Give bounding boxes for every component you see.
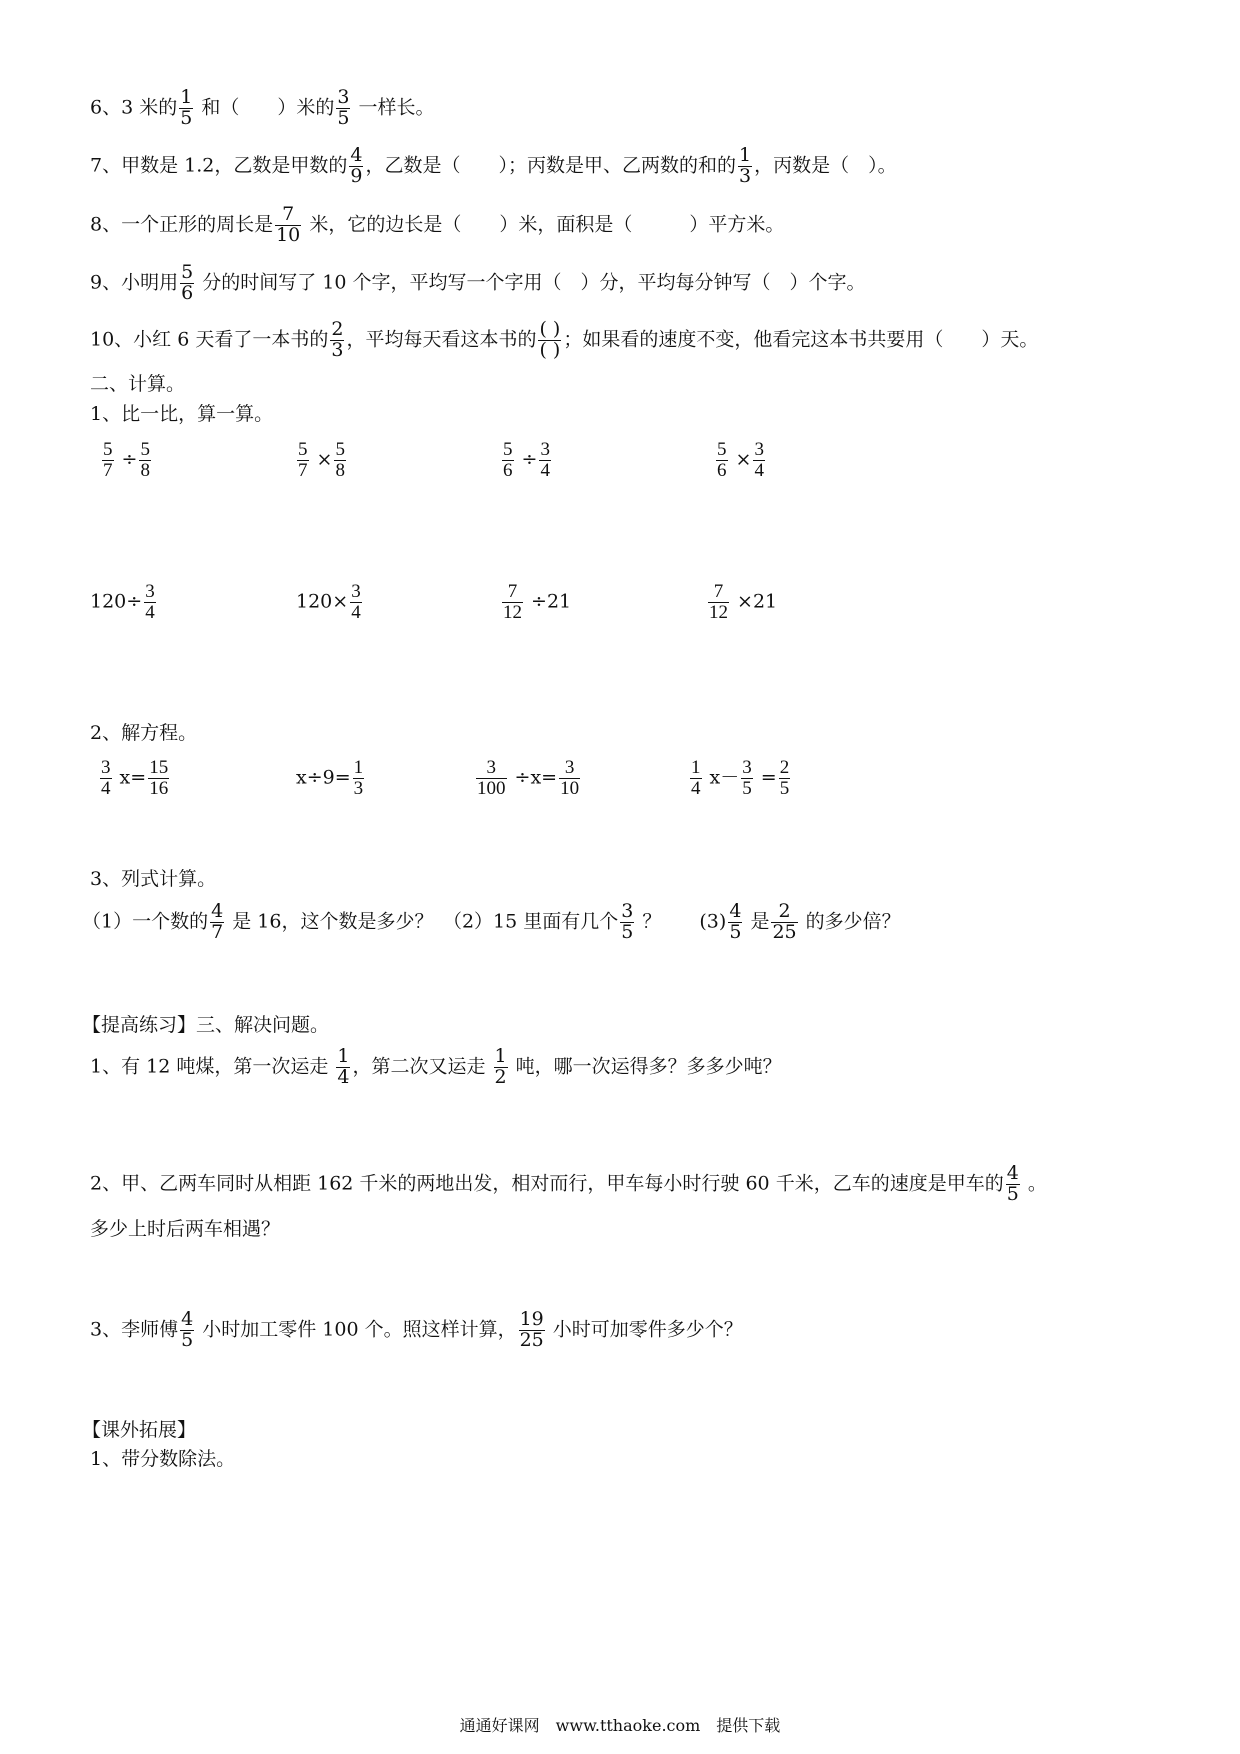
- fraction: [349, 146, 363, 187]
- calc-item: [295, 440, 348, 481]
- numerator: 7: [507, 581, 518, 602]
- numerator: 4: [729, 900, 742, 922]
- numerator: 3: [540, 439, 550, 460]
- numerator: 3: [564, 757, 575, 778]
- denominator: 10: [560, 777, 580, 799]
- denominator: 5: [621, 920, 634, 943]
- text-segment: 10、小红 6 天看了一本书的: [90, 328, 329, 351]
- fraction: [502, 440, 514, 481]
- denominator: 4: [351, 601, 361, 623]
- text-segment: 120×: [296, 590, 349, 613]
- numerator: 5: [103, 439, 113, 460]
- problem-3: [90, 1310, 743, 1351]
- text-segment: 小时可加零件多少个？: [546, 1318, 743, 1341]
- fraction: [753, 440, 765, 481]
- text-segment: 小时加工零件 100 个。照这样计算，: [196, 1318, 517, 1341]
- fraction: [180, 263, 194, 304]
- section-heading-extension: 【课外拓展】: [82, 1419, 197, 1441]
- fraction: [494, 1047, 508, 1088]
- numerator: 1: [691, 757, 701, 778]
- fraction: [139, 440, 151, 481]
- denominator: 8: [140, 459, 150, 481]
- denominator: 5: [180, 106, 193, 129]
- numerator: 5: [717, 439, 727, 460]
- fraction: [180, 1310, 194, 1351]
- fraction: [476, 758, 507, 799]
- section-heading-problems: 【提高练习】三、解决问题。: [82, 1014, 330, 1036]
- text-segment: 7、甲数是 1.2，乙数是甲数的: [90, 154, 348, 177]
- text-segment: 是: [744, 910, 770, 933]
- problem-1: [90, 1047, 782, 1088]
- section-heading-calculation: 二、计算。: [90, 373, 186, 395]
- text-segment: 120÷: [90, 590, 143, 613]
- text-segment: ，第二次又运走: [352, 1055, 492, 1078]
- denominator: 10: [276, 223, 301, 246]
- text-segment: 3、李师傅: [90, 1318, 179, 1341]
- denominator: 3: [331, 338, 344, 361]
- text-segment: 和（ ）米的: [195, 96, 335, 119]
- denominator: 6: [181, 281, 194, 304]
- denominator: 3: [353, 777, 364, 799]
- numerator: 1: [738, 144, 752, 166]
- denominator: 5: [1006, 1182, 1019, 1205]
- text-segment: ÷x=: [508, 766, 558, 789]
- question-7: [90, 146, 897, 187]
- denominator: 5: [742, 777, 752, 799]
- numerator: 2: [778, 900, 791, 922]
- subheading-compare: 1、比一比，算一算。: [90, 403, 274, 425]
- fraction-blank: [538, 320, 561, 361]
- fraction: [210, 902, 224, 943]
- numerator: 5: [140, 439, 150, 460]
- denominator: 2: [494, 1065, 507, 1088]
- numerator: 19: [519, 1308, 544, 1330]
- fraction: [741, 758, 753, 799]
- page-footer: 通通好课网 www.tthaoke.com 提供下载: [459, 1716, 781, 1735]
- numerator: 3: [742, 757, 752, 778]
- denominator: 5: [181, 1328, 194, 1351]
- denominator: 3: [738, 164, 752, 187]
- numerator: 5: [181, 261, 194, 283]
- text-segment: 吨，哪一次运得多？多多少吨？: [509, 1055, 782, 1078]
- numerator: 4: [1006, 1162, 1019, 1184]
- fraction: [559, 758, 580, 799]
- text-segment: 8、一个正形的周长是: [90, 213, 274, 236]
- text-segment: 米，它的边长是（ ）米，面积是（ ）平方米。: [303, 213, 785, 236]
- text-segment: （1）一个数的: [82, 910, 209, 933]
- fraction: [336, 1047, 350, 1088]
- denominator: 5: [729, 920, 742, 943]
- question-6: [90, 88, 435, 129]
- denominator: ( ): [539, 338, 561, 361]
- denominator: 6: [717, 459, 727, 481]
- denominator: 4: [101, 777, 111, 799]
- equation: [296, 758, 366, 799]
- calc-item: [500, 440, 553, 481]
- text-segment: x÷9=: [296, 766, 351, 789]
- equation: [98, 758, 171, 799]
- denominator: 8: [335, 459, 345, 481]
- denominator: 12: [503, 601, 522, 623]
- numerator: 15: [149, 757, 169, 778]
- numerator: 4: [211, 900, 224, 922]
- text-segment: 9、小明用: [90, 271, 179, 294]
- fraction: [334, 440, 346, 481]
- text-segment: ×: [729, 448, 752, 471]
- numerator: ( ): [539, 318, 561, 340]
- fraction: [502, 582, 523, 623]
- denominator: 7: [211, 920, 224, 943]
- denominator: 4: [337, 1065, 350, 1088]
- text-segment: x－: [703, 766, 740, 789]
- numerator: 5: [335, 439, 345, 460]
- fraction: [350, 582, 362, 623]
- text-segment: ÷: [115, 448, 138, 471]
- calc-item: [296, 582, 364, 623]
- fraction: [330, 320, 344, 361]
- fraction: [708, 582, 729, 623]
- calc-item: [90, 582, 158, 623]
- text-segment: 分的时间写了 10 个字，平均写一个字用（ ）分，平均每分钟写（ ）个字。: [196, 271, 866, 294]
- numerator: 1: [353, 757, 364, 778]
- text-segment: ×21: [731, 590, 778, 613]
- problem-2: [90, 1164, 1047, 1205]
- denominator: 25: [519, 1328, 544, 1351]
- fraction: [716, 440, 728, 481]
- numerator: 3: [621, 900, 634, 922]
- text-segment: 6、3 米的: [90, 96, 178, 119]
- numerator: 4: [350, 144, 363, 166]
- numerator: 3: [145, 581, 155, 602]
- problem-2-line2: 多少上时后两车相遇？: [90, 1218, 281, 1240]
- fraction: [620, 902, 634, 943]
- text-segment: 1、有 12 吨煤，第一次运走: [90, 1055, 335, 1078]
- numerator: 1: [337, 1045, 350, 1067]
- text-segment: 一样长。: [352, 96, 435, 119]
- calc-item: [500, 582, 571, 623]
- text-segment: 2、甲、乙两车同时从相距 162 千米的两地出发，相对而行，甲车每小时行驶 60 千米，乙车的速度是甲车的: [90, 1172, 1004, 1195]
- text-segment: x=: [113, 766, 147, 789]
- numerator: 2: [779, 757, 790, 778]
- fraction: [738, 146, 752, 187]
- fraction: [728, 902, 742, 943]
- fraction: [771, 902, 797, 943]
- fraction: [353, 758, 365, 799]
- text-segment: ；如果看的速度不变，他看完这本书共要用（ ）天。: [563, 328, 1039, 351]
- numerator: 3: [486, 757, 496, 778]
- text-segment: ，平均每天看这本书的: [346, 328, 537, 351]
- denominator: 100: [477, 777, 506, 799]
- text-segment: ？ (3): [636, 910, 727, 933]
- numerator: 5: [503, 439, 513, 460]
- text-segment: =: [754, 766, 777, 789]
- fraction: [144, 582, 156, 623]
- denominator: 4: [145, 601, 155, 623]
- text-segment: ÷21: [525, 590, 572, 613]
- fraction: [100, 758, 112, 799]
- numerator: 3: [754, 439, 764, 460]
- text-segment: 是 16，这个数是多少？ （2）15 里面有几个: [226, 910, 619, 933]
- denominator: 7: [298, 459, 308, 481]
- subheading-equations: 2、解方程。: [90, 722, 198, 744]
- calc-item: [706, 582, 777, 623]
- denominator: 4: [540, 459, 550, 481]
- equation: [474, 758, 582, 799]
- text-segment: 。: [1021, 1172, 1047, 1195]
- fraction: [102, 440, 114, 481]
- numerator: 5: [298, 439, 308, 460]
- denominator: 6: [503, 459, 513, 481]
- question-8: [90, 205, 784, 246]
- fraction: [297, 440, 309, 481]
- text-segment: ，丙数是（ ）。: [754, 154, 897, 177]
- word-calc-questions: [82, 902, 901, 943]
- text-segment: ，乙数是（ ）；丙数是甲、乙两数的和的: [365, 154, 736, 177]
- text-segment: ×: [310, 448, 333, 471]
- numerator: 1: [494, 1045, 507, 1067]
- numerator: 3: [337, 86, 350, 108]
- numerator: 1: [180, 86, 193, 108]
- fraction: [690, 758, 702, 799]
- calc-item: [100, 440, 153, 481]
- denominator: 25: [772, 920, 797, 943]
- fraction: [275, 205, 301, 246]
- denominator: 5: [337, 106, 350, 129]
- numerator: 4: [181, 1308, 194, 1330]
- denominator: 4: [691, 777, 701, 799]
- numerator: 3: [101, 757, 111, 778]
- extension-item-1: 1、带分数除法。: [90, 1448, 236, 1470]
- fraction: [336, 88, 350, 129]
- fraction: [148, 758, 169, 799]
- question-9: [90, 263, 866, 304]
- denominator: 5: [779, 777, 790, 799]
- fraction: [539, 440, 551, 481]
- equation: [688, 758, 792, 799]
- fraction: [1006, 1164, 1020, 1205]
- fraction: [779, 758, 791, 799]
- denominator: 9: [350, 164, 363, 187]
- fraction: [519, 1310, 545, 1351]
- numerator: 3: [351, 581, 361, 602]
- numerator: 7: [282, 203, 295, 225]
- denominator: 16: [149, 777, 169, 799]
- denominator: 4: [754, 459, 764, 481]
- question-10: [90, 320, 1038, 361]
- text-segment: ÷: [515, 448, 538, 471]
- numerator: 2: [331, 318, 344, 340]
- calc-item: [714, 440, 767, 481]
- text-segment: 的多少倍？: [799, 910, 901, 933]
- subheading-word-calc: 3、列式计算。: [90, 868, 217, 890]
- fraction: [179, 88, 193, 129]
- denominator: 12: [709, 601, 728, 623]
- denominator: 7: [103, 459, 113, 481]
- numerator: 7: [713, 581, 724, 602]
